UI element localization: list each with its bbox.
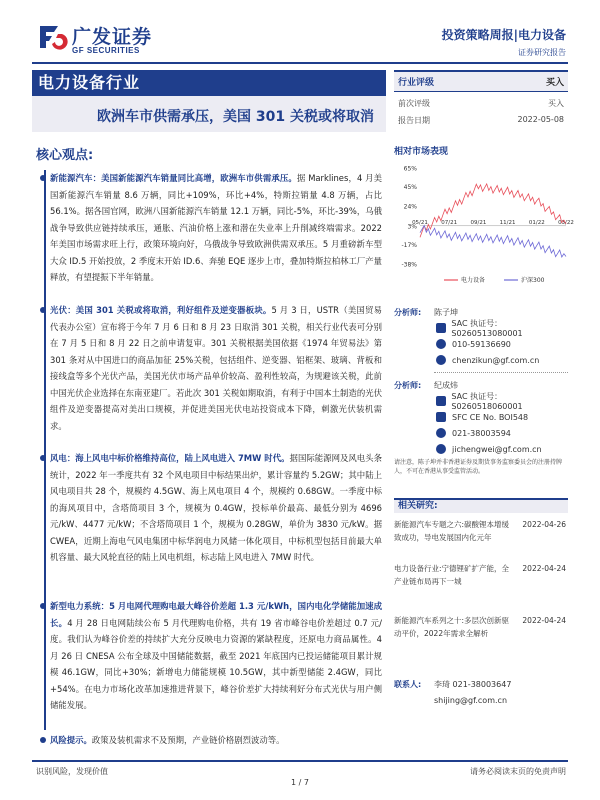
contact-label: 联系人: xyxy=(394,679,422,689)
analyst-email[interactable] xyxy=(394,441,568,457)
contact-block xyxy=(394,676,568,708)
series-line xyxy=(420,226,566,258)
analyst-sac xyxy=(394,320,568,336)
contact-email-text[interactable]: shijing@gf.com.cn xyxy=(434,695,508,705)
report-date-value: 2022-05-08 xyxy=(517,115,564,124)
id-card-icon xyxy=(434,410,448,424)
analyst-label: 分析师: xyxy=(394,380,422,390)
related-item[interactable] xyxy=(394,614,568,640)
y-tick-label: -17% xyxy=(401,241,417,249)
x-tick-label: 07/21 xyxy=(441,219,458,226)
analyst-sac-text: SAC 执证号：S0260518060001 xyxy=(451,392,523,411)
paragraph-heading: 光伏：美国 301 关税或将取消，利好组件及逆变器板块。 xyxy=(50,305,272,315)
paragraph-heading: 新型电力系统：5 月电网代理购电最大峰谷价差超 1.3 元/kWh，国内电化学储能加速成长。 xyxy=(50,601,382,628)
core-paragraph xyxy=(50,170,382,286)
analyst-sfc xyxy=(394,409,568,425)
page-number: 1 / 7 xyxy=(291,778,309,787)
paragraph-body: 5 月 3 日，USTR（美国贸易代表办公室）宣布将于今年 7 月 6 日和 8 月 23 日取消 301 关税，相关行业代表可分别在 7 月 5 日和 8 月 22 日之前申请复审。301 关税根据美国依据《1974 年贸易法》第 301 条对从中国进口的商品加征 25%关税，包括组件、逆变器、铝框架、玻璃、背板和接线盒等多个光伏产品，美国光伏市场产品单价较高、盈利性较高，为规避该关税，此前中国光伏企业选择在东南亚建厂。若此次 301 关税如期取消，有利于中国本土制造的光伏组件及逆变器提高对美出口规模，并促进美国光伏电站投资成本下降，刺激光伏装机需求。 xyxy=(50,305,382,431)
core-paragraph xyxy=(50,302,382,434)
market-chart xyxy=(394,160,574,288)
x-tick-label: 03/22 xyxy=(558,219,574,226)
paragraph-heading: 新能源汽车：美国新能源汽车销量同比高增，欧洲车市供需承压。 xyxy=(50,173,297,183)
report-subtitle: 欧洲车市供需承压，美国 301 关税或将取消 xyxy=(97,109,374,125)
analyst-name: 纪成炜 xyxy=(434,380,458,390)
analyst-email-text[interactable]: jichengwei@gf.com.cn xyxy=(452,444,542,454)
paragraph-heading: 风电：海上风电中标价格维持高位，陆上风电进入 7MW 时代。 xyxy=(50,453,290,463)
y-tick-label: 45% xyxy=(403,184,417,192)
y-tick-label: 3% xyxy=(407,223,417,231)
y-tick-label: -38% xyxy=(401,261,417,269)
footer-disclaimer-link[interactable]: 请务必阅读末页的免责声明 xyxy=(470,767,566,776)
core-paragraph xyxy=(50,598,382,714)
related-item[interactable] xyxy=(394,562,568,588)
analyst-email[interactable] xyxy=(394,352,568,368)
y-tick-label: 24% xyxy=(403,203,417,211)
analyst-sac-text: SAC 执证号：S0260513080001 xyxy=(451,319,523,338)
y-tick-label: 65% xyxy=(403,165,417,173)
risk-body: 政策及装机需求不及预期，产业链价格剧烈波动等。 xyxy=(91,735,285,745)
gf-logo xyxy=(36,22,166,58)
gf-logo-icon xyxy=(36,22,66,52)
analyst-sac xyxy=(394,393,568,409)
footer-divider xyxy=(32,760,568,762)
bullet-icon xyxy=(40,737,46,743)
email-icon xyxy=(434,442,448,456)
phone-icon xyxy=(434,426,448,440)
related-item-title[interactable]: 新能源汽车系列之十:多层次创新驱动平价，2022年需求全解析 xyxy=(394,616,510,638)
analyst-phone-text: 010-59136690 xyxy=(452,339,511,349)
x-tick-label: 11/21 xyxy=(499,219,516,226)
email-icon xyxy=(434,353,448,367)
analyst-separator xyxy=(434,372,568,373)
analyst-phone xyxy=(394,336,568,352)
title-band xyxy=(32,70,386,132)
bullet-icon xyxy=(40,603,46,609)
analyst-label: 分析师: xyxy=(394,307,422,317)
related-item-date: 2022-04-24 xyxy=(522,564,566,573)
related-item-date: 2022-04-24 xyxy=(522,616,566,625)
report-date-row xyxy=(394,109,568,126)
related-item-title[interactable]: 新能源汽车专题之六:碳酸锂本增缓致成功，导电发展国内化元年 xyxy=(394,520,510,542)
paragraph-body: 据国际能源网及风电头条统计，2022 年一季度共有 32 个风电项目中标结果出炉，累计容量约 5.2GW；其中陆上风电项目共 28 个，规模约 4.5GW、海上风电项目 4 个，规模约 0.68GW。一季度中标的海风项目中，含塔筒项目 3 个，规模为 0.4GW，投标单价最高、最低分别为 4696 元/kW、4477 元/kW；不含塔筒项目 1 个，规模为 0.28GW，单价为 3830 元/kW。据 CWEA，近期上海电气风电集团中标华润电力风储一体化项目，中标机型包括目前最大单机容量、最大风轮直径的陆上风电机组，标志陆上风电进入 7MW 时代。 xyxy=(50,453,382,562)
footer-slogan: 识别风险，发现价值 xyxy=(36,767,108,776)
bullet-icon xyxy=(40,175,46,181)
phone-icon xyxy=(434,337,448,351)
related-item-title[interactable]: 电力设备行业:宁德锂矿扩产能，全产业链布局再下一城 xyxy=(394,564,510,586)
report-type: 投资策略周报|电力设备 xyxy=(441,28,566,42)
risk-paragraph xyxy=(50,732,382,749)
related-item-date: 2022-04-26 xyxy=(522,520,566,529)
rating-label: 行业评级 xyxy=(398,78,435,88)
market-title: 相对市场表现 xyxy=(394,147,449,157)
related-title: 相关研究: xyxy=(394,498,568,513)
bullet-icon xyxy=(40,455,46,461)
disclaimer: 请注意，陈子坤并非香港证券及期货事务监察委员会的注册持牌人，不可在香港从事受监管活动。 xyxy=(394,459,563,475)
contact-row xyxy=(394,676,568,692)
rating-panel xyxy=(394,70,568,126)
rating-value: 买入 xyxy=(545,78,564,88)
bullet-icon xyxy=(40,307,46,313)
analyst-phone xyxy=(394,425,568,441)
related-item[interactable] xyxy=(394,518,568,544)
x-tick-label: 05/21 xyxy=(412,219,428,226)
analyst-phone-text: 021-38003594 xyxy=(452,428,511,438)
prev-rating-label: 前次评级 xyxy=(398,99,430,108)
analysts-block xyxy=(394,304,568,457)
legend-label: 电力设备 xyxy=(461,277,486,284)
paragraph-body: 据 Marklines，4 月美国新能源汽车销量 8.6 万辆，同比+109%，环比+4%，特斯拉销量 4.8 万辆，占比 56.1%。据各国官网，欧洲八国新能源汽车销量 12.1 万辆，同比-5%，环比-39%，乌俄战争导致供应链持续承压，通胀、汽油价格上涨和潜在失业率上升削减终端需求。2022 年美国市场需求旺上行，政策环境向好，乌俄战争导致欧洲供需双承压。5 月重磅新车型大众 ID.5 开始投放，2 季度末开始 ID.6、奔驰 EQE 逐步上市，叠加特斯拉柏林工厂产量释放，有望提振下半年销量。 xyxy=(50,173,382,282)
report-date-label: 报告日期 xyxy=(398,116,430,125)
header-divider xyxy=(32,62,568,64)
id-card-icon xyxy=(434,321,447,335)
contact-name: 李琦 021-38003647 xyxy=(434,679,512,689)
series-line xyxy=(420,184,566,237)
report-sub: 证券研究报告 xyxy=(518,48,566,57)
brand-name: 广发证券 xyxy=(72,26,153,48)
prev-rating-value: 买入 xyxy=(548,99,564,108)
contact-email[interactable] xyxy=(394,692,568,708)
id-card-icon xyxy=(434,394,447,408)
x-tick-label: 09/21 xyxy=(470,219,487,226)
report-header xyxy=(442,26,566,58)
industry-title: 电力设备行业 xyxy=(32,70,386,96)
core-title: 核心观点: xyxy=(36,148,94,163)
rating-row xyxy=(394,70,568,92)
analyst-email-text[interactable]: chenzikun@gf.com.cn xyxy=(452,355,540,365)
paragraph-body: 4 月 28 日电网陆续公布 5 月代理购电价格，共有 19 省市峰谷电价差超过 0.7 元/度。我们认为峰谷价差的持续扩大充分反映电力资源的紧缺程度，还原电力商品属性。4 月 26 日 CNESA 公布全球及中国储能数据，截至 2021 年底国内已投运储能项目累计规模 46.1GW，同比+30%；新增电力储能规模 10.5GW，其中新型储能 2.4GW，同比+54%。在电力市场化改革加速推进背景下，峰谷价差扩大持续利好分布式光伏与用户侧储能发展。 xyxy=(50,617,382,710)
brand-name-en: GF SECURITIES xyxy=(72,46,140,55)
x-tick-label: 01/22 xyxy=(528,219,545,226)
risk-heading: 风险提示。 xyxy=(50,735,92,745)
core-paragraph xyxy=(50,450,382,566)
legend-label: 沪深300 xyxy=(521,277,545,284)
core-divider xyxy=(44,170,46,730)
analyst-sfc-text: SFC CE No. BOI548 xyxy=(452,412,529,422)
analyst-name: 陈子坤 xyxy=(434,307,458,317)
prev-rating-row xyxy=(394,92,568,109)
